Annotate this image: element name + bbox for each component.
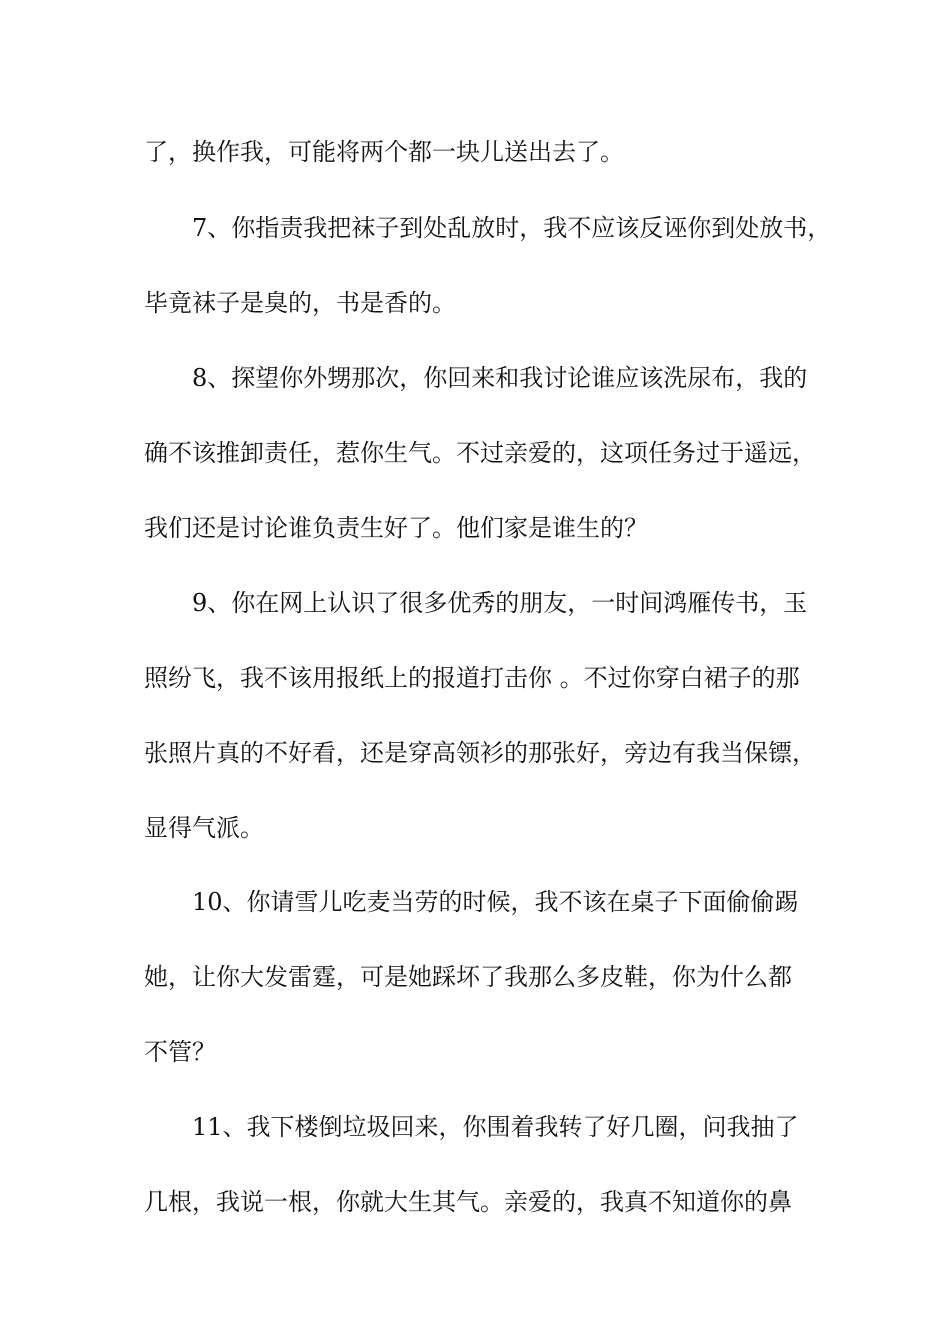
paragraph-line: 了，换作我，可能将两个都一块儿送出去了。 <box>144 138 624 166</box>
paragraph-line: 毕竟袜子是臭的，书是香的。 <box>144 289 456 317</box>
paragraph-line: 不管？ <box>144 1038 216 1066</box>
paragraph-line: 几根，我说一根，你就大生其气。亲爱的，我真不知道你的鼻 <box>144 1188 792 1216</box>
paragraph-line: 她，让你大发雷霆，可是她踩坏了我那么多皮鞋，你为什么都 <box>144 963 792 991</box>
paragraph-line: 确不该推卸责任，惹你生气。不过亲爱的，这项任务过于遥远， <box>144 439 816 467</box>
paragraph-line: 9、你在网上认识了很多优秀的朋友，一时间鸿雁传书，玉 <box>192 589 808 617</box>
paragraph-line: 8、探望你外甥那次，你回来和我讨论谁应该洗尿布，我的 <box>192 364 808 392</box>
paragraph-line: 10、你请雪儿吃麦当劳的时候，我不该在桌子下面偷偷踢 <box>192 888 799 916</box>
paragraph-line: 照纷飞，我不该用报纸上的报道打击你 。不过你穿白裙子的那 <box>144 664 800 692</box>
paragraph-line: 11、我下楼倒垃圾回来，你围着我转了好几圈，问我抽了 <box>192 1113 799 1141</box>
paragraph-line: 7、你指责我把袜子到处乱放时，我不应该反诬你到处放书， <box>192 214 832 242</box>
paragraph-line: 我们还是讨论谁负责生好了。他们家是谁生的？ <box>144 514 648 542</box>
paragraph-line: 张照片真的不好看，还是穿高领衫的那张好，旁边有我当保镖， <box>144 739 816 767</box>
paragraph-line: 显得气派。 <box>144 814 264 842</box>
